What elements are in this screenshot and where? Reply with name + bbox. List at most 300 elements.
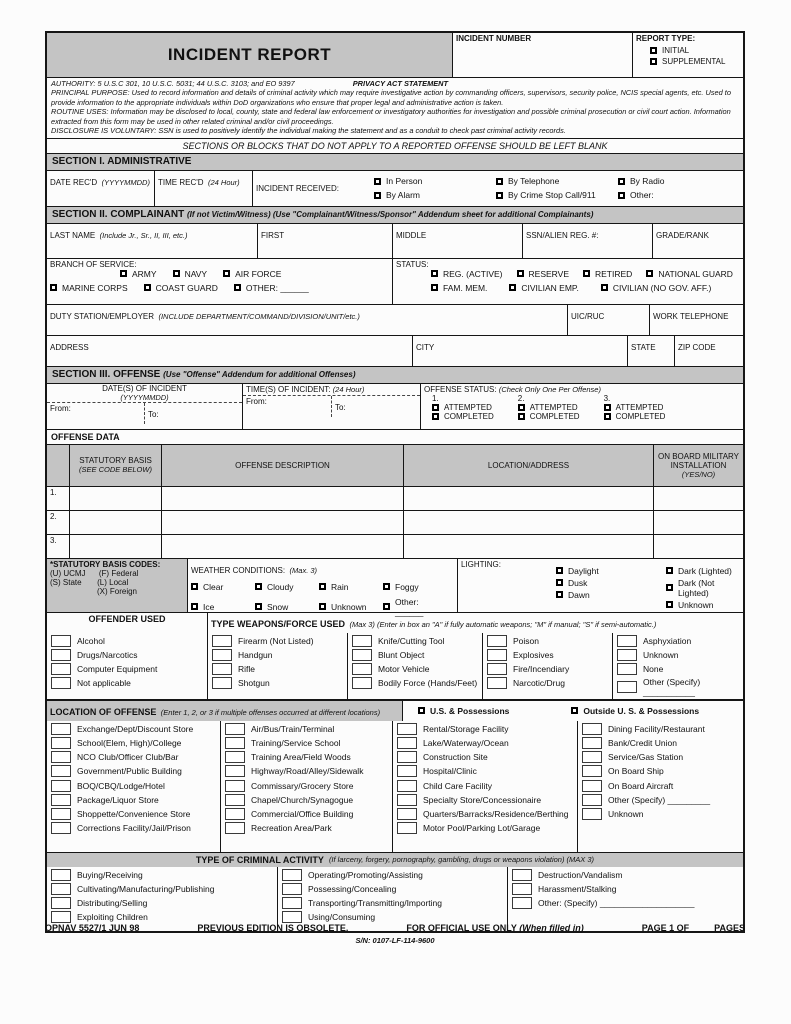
activity-checkbox[interactable]	[51, 897, 71, 909]
branch-checkbox[interactable]	[144, 284, 151, 291]
location-option	[395, 793, 575, 807]
offense-description-cell[interactable]	[161, 487, 403, 510]
weapon-option	[350, 648, 480, 662]
activity-option-label: Destruction/Vandalism	[538, 869, 623, 880]
ssn-field[interactable]	[522, 224, 652, 258]
report-type-option	[650, 46, 740, 55]
weapon-option-label: Narcotic/Drug	[513, 678, 565, 689]
report-type-option-label: INITIAL	[662, 46, 690, 55]
table-row	[47, 534, 743, 558]
completed-checkbox[interactable]	[518, 413, 525, 420]
weapon-checkbox[interactable]	[352, 649, 372, 661]
activity-option-label: Other: (Specify) ____________________	[538, 898, 695, 909]
weather-option	[383, 582, 447, 592]
codes-title: *STATUTORY BASIS CODES:	[50, 559, 161, 569]
status-label: STATUS:	[396, 259, 429, 269]
weapon-checkbox[interactable]	[352, 635, 372, 647]
branch-row1	[120, 269, 389, 279]
location-option-label: Specialty Store/Concessionaire	[423, 794, 542, 805]
location-checkbox[interactable]	[582, 780, 602, 792]
weapon-option-label: Motor Vehicle	[378, 664, 430, 675]
location-option-label: Government/Public Building	[77, 766, 182, 777]
codes-line: (S) State (L) Local	[50, 577, 129, 587]
section1-header	[47, 153, 743, 170]
status-checkbox[interactable]	[601, 284, 608, 291]
lighting-option-label: Dark (Lighted)	[678, 565, 732, 576]
offense-row-number-header	[47, 445, 69, 486]
location-checkbox[interactable]	[397, 822, 417, 834]
activity-option	[510, 896, 741, 910]
activity-option-label: Using/Consuming	[308, 912, 376, 923]
weapon-option-label: Fire/Incendiary	[513, 664, 570, 675]
weapons-header	[207, 613, 743, 633]
date-from-field[interactable]	[47, 403, 144, 424]
statutory-basis-cell[interactable]	[69, 511, 161, 534]
outside-us-label: Outside U. S. & Possessions	[583, 705, 700, 716]
lighting-option	[666, 578, 740, 598]
times-hint: (24 Hour)	[332, 384, 365, 394]
location-checkbox[interactable]	[397, 808, 417, 820]
weapon-checkbox[interactable]	[487, 677, 507, 689]
location-checkbox[interactable]	[225, 780, 245, 792]
incident-received-checkbox[interactable]	[618, 192, 625, 199]
location-option-label: Corrections Facility/Jail/Prison	[77, 823, 191, 834]
location-checkbox[interactable]	[225, 808, 245, 820]
activity-option-label: Possessing/Concealing	[308, 884, 397, 895]
branch-checkbox[interactable]	[50, 284, 57, 291]
activity-checkbox[interactable]	[512, 869, 532, 881]
first-name-field[interactable]	[257, 224, 392, 258]
weather-option-label: Ice	[203, 601, 215, 612]
weapon-option-label: Bodily Force (Hands/Feet)	[378, 678, 478, 689]
fouo-text: FOR OFFICIAL USE ONLY	[406, 923, 517, 933]
lighting-option	[556, 590, 666, 600]
location-checkbox[interactable]	[225, 723, 245, 735]
location-checkbox[interactable]	[582, 794, 602, 806]
location-option-label: Exchange/Dept/Discount Store	[77, 723, 194, 734]
time-from-field[interactable]	[243, 396, 331, 417]
location-col4	[577, 721, 743, 852]
activity-option	[510, 868, 741, 882]
middle-name-field[interactable]	[392, 224, 522, 258]
weapon-checkbox[interactable]	[487, 649, 507, 661]
activity-checkbox[interactable]	[51, 883, 71, 895]
report-type-option	[650, 57, 740, 66]
status-option-label: NATIONAL GUARD	[658, 268, 733, 279]
weather-checkbox[interactable]	[319, 603, 326, 610]
location-option	[223, 779, 390, 793]
branch-checkbox[interactable]	[223, 270, 230, 277]
incident-received-option-label: By Alarm	[386, 190, 421, 201]
codes-line: (X) Foreign	[96, 586, 137, 596]
weapon-option	[615, 648, 741, 662]
lighting-checkbox[interactable]	[556, 567, 563, 574]
weapon-checkbox[interactable]	[212, 649, 232, 661]
weather-label: WEATHER CONDITIONS:	[191, 565, 286, 575]
address-row	[47, 335, 743, 366]
offense-data-title: OFFENSE DATA	[51, 431, 120, 442]
dates-label: DATE(S) OF INCIDENT	[102, 383, 187, 393]
lighting-checkbox[interactable]	[556, 579, 563, 586]
weapon-checkbox[interactable]	[487, 663, 507, 675]
incident-received-checkbox[interactable]	[374, 178, 381, 185]
time-recd-hint: (24 Hour)	[207, 177, 240, 187]
incident-received-option-label: By Telephone	[508, 176, 560, 187]
weapon-option	[485, 676, 610, 690]
weapon-option-label: Rifle	[238, 664, 256, 675]
weather-option-label: Foggy	[395, 581, 419, 592]
attempted-checkbox[interactable]	[604, 404, 611, 411]
branch-checkbox[interactable]	[173, 270, 180, 277]
address-label: ADDRESS	[50, 342, 89, 352]
status-checkbox[interactable]	[509, 284, 516, 291]
completed-checkbox[interactable]	[604, 413, 611, 420]
location-checkbox[interactable]	[582, 723, 602, 735]
weather-hint: (Max. 3)	[289, 565, 318, 575]
activity-checkbox[interactable]	[282, 911, 302, 923]
date-from-label: From:	[50, 403, 71, 413]
location-option-label: Commercial/Office Building	[251, 809, 354, 820]
incident-report-form	[45, 31, 745, 933]
location-option	[580, 750, 741, 764]
location-checkbox[interactable]	[582, 765, 602, 777]
weapon-option	[485, 634, 610, 648]
weapon-option	[210, 662, 345, 676]
location-checkbox[interactable]	[51, 737, 71, 749]
zip-code-field[interactable]	[674, 336, 743, 366]
weather-checkbox[interactable]	[319, 583, 326, 590]
location-option-label: Rental/Storage Facility	[423, 723, 509, 734]
work-telephone-label: WORK TELEPHONE	[653, 311, 729, 321]
date-recd-label: DATE REC'D	[50, 177, 98, 187]
location-option-label: NCO Club/Officer Club/Bar	[77, 752, 179, 763]
location-checkbox[interactable]	[51, 765, 71, 777]
offense-status-number: 3.	[603, 393, 611, 403]
location-checkbox[interactable]	[582, 737, 602, 749]
times-of-incident-field	[242, 384, 420, 429]
location-checkbox[interactable]	[397, 794, 417, 806]
time-to-field[interactable]	[331, 396, 420, 417]
location-option	[580, 764, 741, 778]
incident-received-checkbox[interactable]	[374, 192, 381, 199]
weather-option-label: Cloudy	[267, 581, 294, 592]
offense-status-group-1	[432, 394, 494, 421]
state-field[interactable]	[627, 336, 674, 366]
uic-ruc-label: UIC/RUC	[571, 311, 605, 321]
section3-title-note: (Use "Offense" Addendum for additional Offenses)	[163, 370, 356, 380]
weather-row1	[191, 582, 454, 592]
incident-received-option-label: By Crime Stop Call/911	[508, 190, 596, 201]
lighting-option	[666, 600, 740, 610]
table-row	[47, 486, 743, 510]
activity-checkbox[interactable]	[282, 897, 302, 909]
lighting-option	[556, 566, 666, 576]
weapon-checkbox[interactable]	[212, 663, 232, 675]
offense-description-cell[interactable]	[161, 535, 403, 558]
activity-checkbox[interactable]	[512, 883, 532, 895]
location-address-cell[interactable]	[403, 487, 653, 510]
incident-received-option	[496, 176, 618, 186]
onboard-cell[interactable]	[653, 535, 743, 558]
location-option-label: School(Elem, High)/College	[77, 738, 182, 749]
location-option-label: Chapel/Church/Synagogue	[251, 794, 354, 805]
codes-line: (U) UCMJ (F) Federal	[50, 568, 139, 578]
offense-status-group-2	[518, 394, 580, 421]
location-checkbox[interactable]	[51, 822, 71, 834]
weapon-option-label: None	[643, 664, 664, 675]
onboard-cell[interactable]	[653, 487, 743, 510]
weather-checkbox[interactable]	[383, 603, 390, 610]
weather-checkbox[interactable]	[191, 583, 198, 590]
weapon-checkbox[interactable]	[617, 649, 637, 661]
location-checkbox[interactable]	[51, 723, 71, 735]
incident-number-field[interactable]	[452, 33, 632, 77]
location-col1	[47, 721, 220, 852]
weapon-checkbox[interactable]	[617, 635, 637, 647]
completed-checkbox[interactable]	[432, 413, 439, 420]
location-address-cell[interactable]	[403, 511, 653, 534]
status-checkbox[interactable]	[646, 270, 653, 277]
location-option-label: Lake/Waterway/Ocean	[423, 738, 509, 749]
branch-checkbox[interactable]	[234, 284, 241, 291]
offender-used-option	[49, 634, 205, 648]
grade-rank-field[interactable]	[652, 224, 743, 258]
status-checkbox[interactable]	[583, 270, 590, 277]
location-option-label: Motor Pool/Parking Lot/Garage	[423, 823, 541, 834]
weather-option	[255, 582, 319, 592]
weapon-option	[615, 662, 741, 676]
location-option-label: Dining Facility/Restaurant	[608, 723, 705, 734]
incident-received-option-label: By Radio	[630, 176, 665, 187]
report-type-label: REPORT TYPE:	[636, 34, 696, 43]
offense-row-number: 1.	[50, 487, 57, 497]
incident-received-option	[374, 190, 496, 200]
weapon-checkbox[interactable]	[212, 677, 232, 689]
onboard-cell[interactable]	[653, 511, 743, 534]
offender-used-checkbox[interactable]	[51, 635, 71, 647]
address-field[interactable]	[47, 336, 412, 366]
location-checkbox[interactable]	[225, 765, 245, 777]
middle-name-label: MIDDLE	[396, 230, 427, 240]
statutory-basis-cell[interactable]	[69, 487, 161, 510]
statutory-basis-header-label: STATUTORY BASIS	[79, 456, 152, 466]
weapon-checkbox[interactable]	[352, 677, 372, 689]
report-type-checkbox[interactable]	[650, 58, 657, 65]
onboard-header-label: ON BOARD MILITARY INSTALLATION	[657, 451, 740, 470]
location-option	[223, 722, 390, 736]
offender-used-option-label: Computer Equipment	[77, 664, 158, 675]
date-to-field[interactable]	[144, 403, 242, 424]
weapon-option	[210, 648, 345, 662]
weapon-checkbox[interactable]	[617, 681, 637, 693]
form-title-box	[47, 33, 452, 77]
status-option-label: RETIRED	[595, 268, 633, 279]
duty-station-field[interactable]	[47, 305, 567, 335]
location-option-label: Unknown	[608, 809, 644, 820]
ssn-label: SSN/ALIEN REG. #:	[526, 230, 599, 240]
banner-text: SECTIONS OR BLOCKS THAT DO NOT APPLY TO A REPORTED OFFENSE SHOULD BE LEFT BLANK	[182, 140, 608, 151]
offender-used-checkbox[interactable]	[51, 677, 71, 689]
lighting-option	[666, 566, 740, 576]
location-option-label: Training/Service School	[251, 738, 341, 749]
offense-description-cell[interactable]	[161, 511, 403, 534]
location-address-cell[interactable]	[403, 535, 653, 558]
statutory-basis-header-hint: (SEE CODE BELOW)	[79, 465, 152, 475]
table-row	[47, 510, 743, 534]
location-checkbox[interactable]	[51, 808, 71, 820]
status-option-label: RESERVE	[528, 268, 569, 279]
activity-option-label: Distributing/Selling	[77, 898, 148, 909]
status-checkbox[interactable]	[431, 284, 438, 291]
incident-received-row2	[374, 190, 740, 200]
section1-body	[47, 170, 743, 206]
form-header-row	[47, 33, 743, 77]
location-checkbox[interactable]	[397, 751, 417, 763]
lighting-checkbox[interactable]	[666, 584, 673, 591]
onboard-header-hint: (YES/NO)	[681, 469, 716, 479]
status-option-label: CIVILIAN (NO GOV. AFF.)	[612, 282, 712, 293]
report-type-checkbox[interactable]	[650, 47, 657, 54]
activity-checkbox[interactable]	[51, 911, 71, 923]
location-option-label: Air/Bus/Train/Terminal	[251, 723, 335, 734]
dates-hint: (YYYYMMDD)	[120, 392, 169, 402]
date-recd-field[interactable]	[47, 171, 154, 206]
weapon-checkbox[interactable]	[617, 663, 637, 675]
first-name-label: FIRST	[261, 230, 285, 240]
location-option	[49, 807, 218, 821]
status-option	[517, 269, 569, 279]
activity-header-row	[47, 852, 743, 867]
location-checkbox[interactable]	[225, 737, 245, 749]
weapon-checkbox[interactable]	[352, 663, 372, 675]
location-checkbox[interactable]	[51, 794, 71, 806]
activity-checkbox[interactable]	[282, 869, 302, 881]
city-field[interactable]	[412, 336, 627, 366]
time-recd-field[interactable]	[154, 171, 252, 206]
work-telephone-field[interactable]	[649, 305, 743, 335]
offender-used-checkbox[interactable]	[51, 663, 71, 675]
outside-us-checkbox[interactable]	[571, 707, 578, 714]
branch-status-row	[47, 258, 743, 304]
location-checkbox[interactable]	[225, 822, 245, 834]
offender-used-option	[49, 662, 205, 676]
weather-checkbox[interactable]	[255, 583, 262, 590]
location-checkbox[interactable]	[397, 737, 417, 749]
location-address-header-label: LOCATION/ADDRESS	[487, 460, 570, 470]
branch-checkbox[interactable]	[120, 270, 127, 277]
banner-row	[47, 138, 743, 153]
lighting-col1	[556, 566, 666, 611]
activity-option-label: Cultivating/Manufacturing/Publishing	[77, 884, 215, 895]
attempted-checkbox[interactable]	[432, 404, 439, 411]
activity-option-label: Harassment/Stalking	[538, 884, 617, 895]
lighting-col2	[666, 566, 740, 611]
attempted-checkbox[interactable]	[518, 404, 525, 411]
location-checkbox[interactable]	[582, 751, 602, 763]
privacy-act-title: PRIVACY ACT STATEMENT	[352, 79, 449, 88]
weather-checkbox[interactable]	[383, 583, 390, 590]
location-checkbox[interactable]	[582, 808, 602, 820]
offender-used-checkbox[interactable]	[51, 649, 71, 661]
time-from-label: From:	[246, 396, 267, 406]
activity-checkbox[interactable]	[51, 869, 71, 881]
weapon-option-label: Blunt Object	[378, 650, 425, 661]
lighting-checkbox[interactable]	[666, 567, 673, 574]
weapon-checkbox[interactable]	[487, 635, 507, 647]
offender-weapons-body	[47, 633, 743, 699]
last-name-field[interactable]	[47, 224, 257, 258]
statutory-basis-cell[interactable]	[69, 535, 161, 558]
location-option-label: Construction Site	[423, 752, 488, 763]
location-option	[49, 722, 218, 736]
location-option	[223, 807, 390, 821]
location-checkbox[interactable]	[397, 723, 417, 735]
statutory-basis-codes-box	[47, 559, 187, 612]
location-option	[395, 821, 575, 835]
offense-status-group-3	[604, 394, 666, 421]
activity-checkbox[interactable]	[512, 897, 532, 909]
form-footer	[45, 923, 745, 945]
location-option-label: Service/Gas Station	[608, 752, 684, 763]
incident-received-checkbox[interactable]	[496, 192, 503, 199]
weather-checkbox[interactable]	[255, 603, 262, 610]
location-checkbox[interactable]	[397, 780, 417, 792]
lighting-checkbox[interactable]	[556, 591, 563, 598]
weapon-option-label: Asphyxiation	[643, 635, 692, 646]
offense-status-hint: (Check Only One Per Offense)	[498, 384, 601, 394]
location-option-label: Shoppette/Convenience Store	[77, 809, 191, 820]
lighting-checkbox[interactable]	[666, 601, 673, 608]
section3-header	[47, 366, 743, 383]
us-possessions-checkbox[interactable]	[418, 707, 425, 714]
status-checkbox[interactable]	[431, 270, 438, 277]
date-recd-hint: (YYYYMMDD)	[101, 177, 150, 187]
incident-received-option	[618, 190, 740, 200]
location-option	[223, 793, 390, 807]
incident-datetime-row	[47, 383, 743, 429]
location-checkbox[interactable]	[51, 751, 71, 763]
location-option-label: Training Area/Field Woods	[251, 752, 351, 763]
location-checkbox[interactable]	[225, 751, 245, 763]
weapon-checkbox[interactable]	[212, 635, 232, 647]
principal-purpose-text: PRINCIPAL PURPOSE: Used to record information and details of criminal activity which may require investigative action by commanding officers, supervisors, security police, NCIS special agents, etc. Used to provide information to the appropriate individuals within DoD organizations who ensure that proper legal and administrative action is taken.	[51, 88, 731, 107]
privacy-act-block	[47, 77, 743, 138]
branch-option-label: MARINE CORPS	[62, 282, 128, 293]
offense-row-number: 3.	[50, 535, 57, 545]
section3-title: SECTION III. OFFENSE	[52, 369, 161, 381]
lighting-option-label: Daylight	[568, 565, 599, 576]
location-checkbox[interactable]	[225, 794, 245, 806]
incident-received-checkbox[interactable]	[496, 178, 503, 185]
location-option-label: Other (Specify) _________	[608, 794, 711, 805]
location-option	[395, 764, 575, 778]
activity-checkbox[interactable]	[282, 883, 302, 895]
incident-received-checkbox[interactable]	[618, 178, 625, 185]
uic-ruc-field[interactable]	[567, 305, 649, 335]
weather-option-label: Unknown	[331, 601, 367, 612]
activity-header-label: TYPE OF CRIMINAL ACTIVITY	[195, 854, 324, 865]
location-checkbox[interactable]	[51, 780, 71, 792]
status-option	[646, 269, 733, 279]
weapons-header-label: TYPE WEAPONS/FORCE USED	[211, 618, 346, 629]
weather-checkbox[interactable]	[191, 603, 198, 610]
location-option	[580, 722, 741, 736]
report-type-box	[632, 33, 743, 77]
location-checkbox[interactable]	[397, 765, 417, 777]
status-checkbox[interactable]	[517, 270, 524, 277]
branch-option-label: AIR FORCE	[235, 268, 282, 279]
activity-option	[280, 882, 505, 896]
